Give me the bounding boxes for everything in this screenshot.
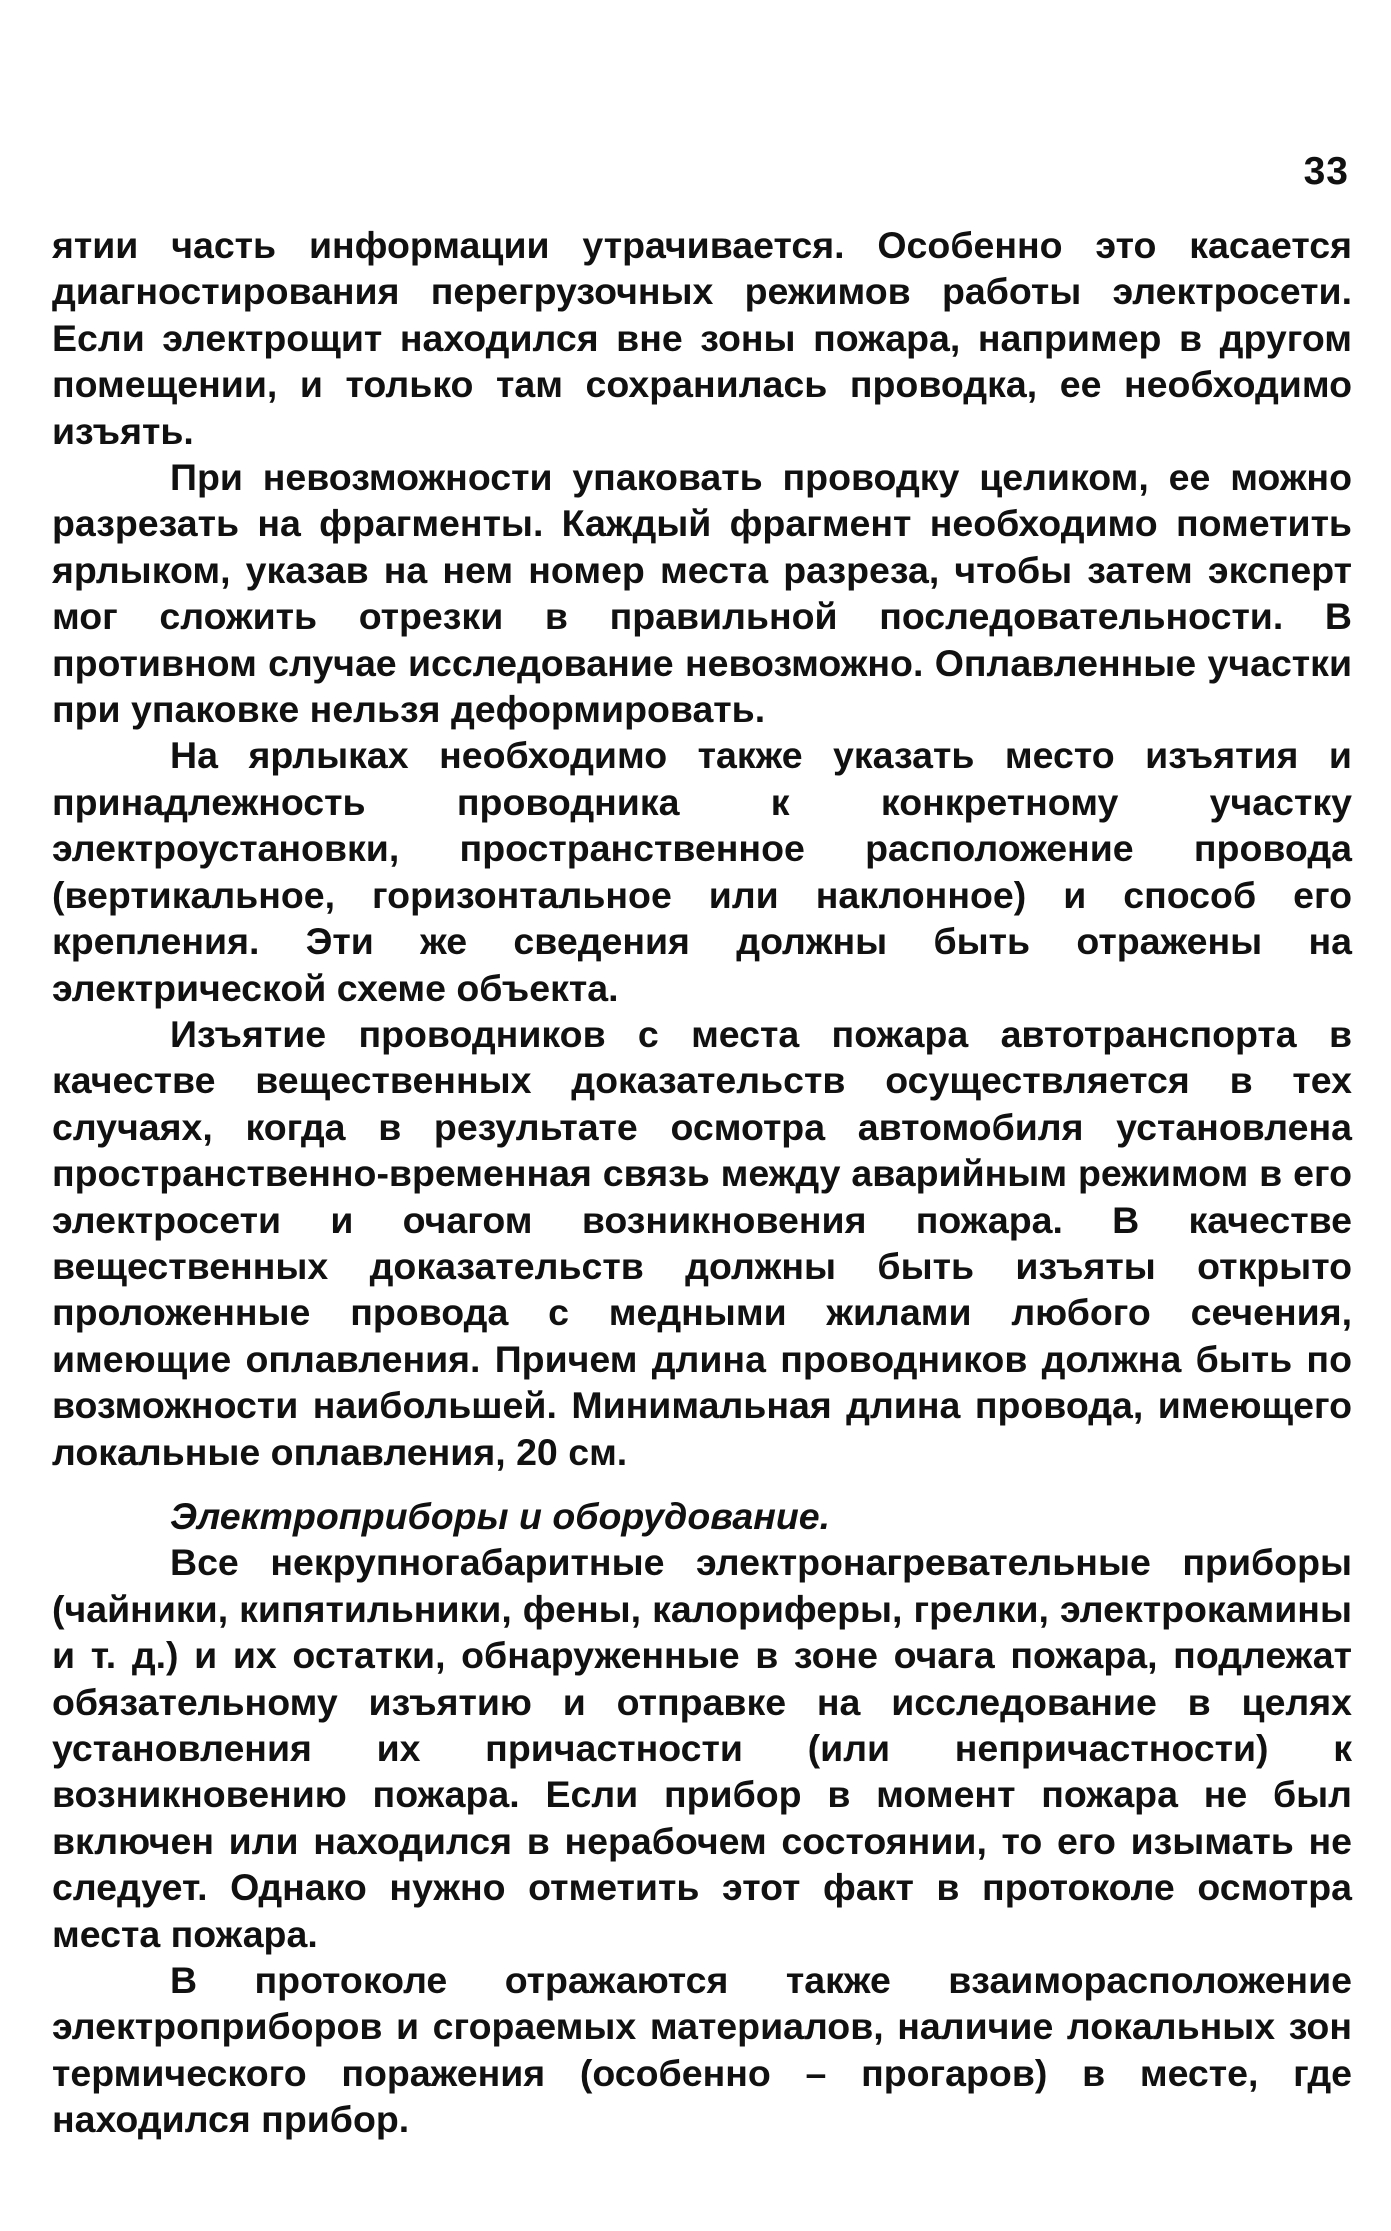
paragraph-fragmenting-wiring: При невозможности упаковать проводку целиком, ее можно разрезать на фрагменты. Каждый фрагмент необходимо пометить ярлыком, указав на нем номер места разреза, чтобы затем эксперт мог сложить отрезки в правильной последовательности. В противном случае исследование невозможно. Оплавленные участки при упаковке нельзя деформировать. (52, 456, 1352, 731)
paragraph-labels: На ярлыках необходимо также указать место изъятия и принадлежность проводника к конкретному участку электроустановки, пространственное расположение провода (вертикальное, горизонтальное или наклонное) и способ его крепления. Эти же сведения должны быть отражены на электрической схеме объекта. (52, 734, 1352, 1009)
paragraph-vehicle-wiring: Изъятие проводников с места пожара автотранспорта в качестве вещественных доказательств осуществляется в тех случаях, когда в результате осмотра автомобиля установлена пространственно-временная связь между аварийным режимом в его электросети и очагом возникновения пожара. В качестве вещественных доказательств должны быть изъяты открыто проложенные провода с медными жилами любого сечения, имеющие оплавления. Причем длина проводников должна быть по возможности наибольшей. Минимальная длина провода, имеющего локальные оплавления, 20 см. (52, 1012, 1352, 1473)
body-text (52, 222, 1352, 2143)
paragraph-protocol: В протоколе отражаются также взаиморасположение электроприборов и сгораемых материалов, наличие локальных зон термического поражения (особенно – прогаров) в месте, где находился прибор. (52, 1959, 1352, 2141)
section-heading-appliances: Электроприборы и оборудование. (170, 1494, 831, 1537)
page-number: 33 (1303, 150, 1349, 193)
paragraph-continuation: ятии часть информации утрачивается. Особенно это касается диагностирования перегрузочных режимов работы электросети. Если электрощит находился вне зоны пожара, например в другом помещении, и только там сохранилась проводка, ее необходимо изъять. (52, 224, 1352, 452)
paragraph-appliances: Все некрупногабаритные электронагревательные приборы (чайники, кипятильники, фены, калориферы, грелки, электрокамины и т. д.) и их остатки, обнаруженные в зоне очага пожара, подлежат обязательному изъятию и отправке на исследование в целях установления их причастности (или непричастности) к возникновению пожара. Если прибор в момент пожара не был включен или находился в нерабочем состоянии, то его изымать не следует. Однако нужно отметить этот факт в протоколе осмотра места пожара. (52, 1541, 1352, 1955)
